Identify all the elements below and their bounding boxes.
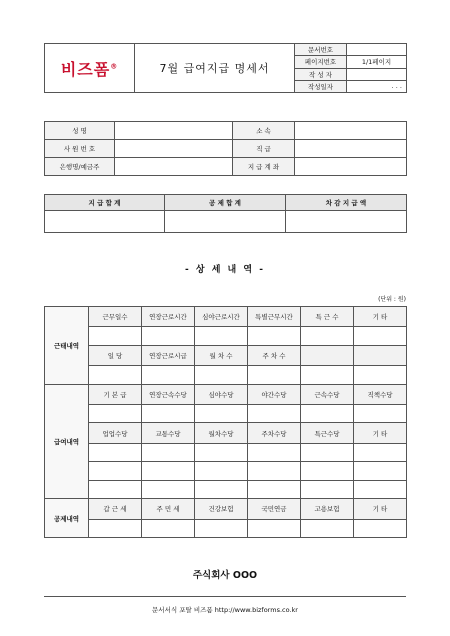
work-header: 월 차 수	[195, 345, 248, 365]
account-field[interactable]	[295, 158, 407, 176]
pay-header: 심야수당	[195, 384, 248, 404]
deduct-cell[interactable]	[354, 519, 407, 537]
department-field[interactable]	[295, 122, 407, 140]
work-cell[interactable]	[301, 327, 354, 345]
pay-cell[interactable]	[301, 443, 354, 461]
pay-cell[interactable]	[195, 480, 248, 498]
work-header	[354, 345, 407, 365]
work-cell[interactable]	[301, 366, 354, 384]
pay-header: 월차수당	[195, 423, 248, 443]
deduct-total-label: 공 제 합 계	[165, 195, 286, 211]
deduct-total-field[interactable]	[165, 211, 286, 233]
pay-header: 기 본 급	[89, 384, 142, 404]
document-title: 7월 급여지급 명세서	[135, 44, 295, 93]
work-cell[interactable]	[248, 366, 301, 384]
department-label: 소 속	[233, 122, 295, 140]
pay-header: 특근수당	[301, 423, 354, 443]
work-header: 주 차 수	[248, 345, 301, 365]
pay-cell[interactable]	[142, 443, 195, 461]
work-header: 연장근로시급	[142, 345, 195, 365]
pay-header: 근속수당	[301, 384, 354, 404]
pay-cell[interactable]	[354, 405, 407, 423]
pay-total-label: 지 급 합 계	[45, 195, 165, 211]
net-pay-label: 차 감 지 급 액	[286, 195, 407, 211]
deduct-header: 주 민 세	[142, 499, 195, 519]
pay-cell[interactable]	[195, 405, 248, 423]
author-label: 작 성 자	[295, 68, 347, 80]
deduct-header: 건강보험	[195, 499, 248, 519]
detail-table	[44, 306, 407, 538]
work-cell[interactable]	[354, 327, 407, 345]
pay-cell[interactable]	[89, 405, 142, 423]
net-pay-field[interactable]	[286, 211, 407, 233]
bank-field[interactable]	[115, 158, 233, 176]
work-header: 일 당	[89, 345, 142, 365]
name-field[interactable]	[115, 122, 233, 140]
pay-header: 주차수당	[248, 423, 301, 443]
company-name: 주식회사 OOO	[192, 570, 258, 581]
deduct-cell[interactable]	[301, 519, 354, 537]
work-header: 특별근무시간	[248, 307, 301, 327]
deduct-group-label: 공제내역	[45, 499, 89, 538]
employee-number-field[interactable]	[115, 140, 233, 158]
pay-cell[interactable]	[142, 405, 195, 423]
work-cell[interactable]	[354, 366, 407, 384]
doc-number-value	[347, 44, 407, 56]
deduct-header: 국민연금	[248, 499, 301, 519]
author-value	[347, 68, 407, 80]
deduct-cell[interactable]	[195, 519, 248, 537]
page-number-label: 페이지번호	[295, 56, 347, 68]
deduct-header: 갑 근 세	[89, 499, 142, 519]
position-label: 직 급	[233, 140, 295, 158]
work-header: 연장근로시간	[142, 307, 195, 327]
work-cell[interactable]	[89, 327, 142, 345]
deduct-header: 고용보험	[301, 499, 354, 519]
page-number-value: 1/1페이지	[347, 56, 407, 68]
deduct-cell[interactable]	[248, 519, 301, 537]
work-cell[interactable]	[195, 366, 248, 384]
pay-cell[interactable]	[142, 462, 195, 480]
work-header: 기 타	[354, 307, 407, 327]
name-label: 성 명	[45, 122, 115, 140]
work-cell[interactable]	[195, 327, 248, 345]
employee-number-label: 사 원 번 호	[45, 140, 115, 158]
work-cell[interactable]	[89, 366, 142, 384]
position-field[interactable]	[295, 140, 407, 158]
pay-cell[interactable]	[195, 443, 248, 461]
pay-header: 직책수당	[354, 384, 407, 404]
work-cell[interactable]	[142, 366, 195, 384]
pay-cell[interactable]	[301, 462, 354, 480]
pay-header: 연장근속수당	[142, 384, 195, 404]
bizforms-logo: 비즈폼®	[45, 44, 135, 93]
pay-cell[interactable]	[142, 480, 195, 498]
pay-cell[interactable]	[301, 480, 354, 498]
pay-header: 업업수당	[89, 423, 142, 443]
footer-divider	[44, 596, 406, 597]
pay-cell[interactable]	[195, 462, 248, 480]
pay-cell[interactable]	[248, 443, 301, 461]
work-header: 근무일수	[89, 307, 142, 327]
work-header: 심야근로시간	[195, 307, 248, 327]
totals-table	[44, 194, 407, 233]
pay-cell[interactable]	[89, 480, 142, 498]
work-header: 특 근 수	[301, 307, 354, 327]
pay-cell[interactable]	[89, 443, 142, 461]
doc-number-label: 문서번호	[295, 44, 347, 56]
pay-group-label: 급여내역	[45, 384, 89, 498]
employee-info-table	[44, 121, 407, 176]
pay-cell[interactable]	[248, 480, 301, 498]
pay-total-field[interactable]	[45, 211, 165, 233]
pay-header: 교통수당	[142, 423, 195, 443]
work-cell[interactable]	[142, 327, 195, 345]
account-label: 지 급 계 좌	[233, 158, 295, 176]
pay-header: 야간수당	[248, 384, 301, 404]
work-header	[301, 345, 354, 365]
date-value: . . .	[347, 80, 407, 92]
deduct-header: 기 타	[354, 499, 407, 519]
pay-cell[interactable]	[248, 462, 301, 480]
work-cell[interactable]	[248, 327, 301, 345]
pay-header: 기 타	[354, 423, 407, 443]
pay-cell[interactable]	[354, 443, 407, 461]
footer-text: 문서서식 포탈 비즈폼 http://www.bizforms.co.kr	[152, 606, 298, 614]
unit-note: (단위 : 원)	[378, 296, 406, 303]
document-header	[44, 43, 407, 93]
section-title: - 상 세 내 역 -	[185, 265, 265, 275]
deduct-cell[interactable]	[142, 519, 195, 537]
date-label: 작성일자	[295, 80, 347, 92]
bank-label: 은행명/예금주	[45, 158, 115, 176]
pay-cell[interactable]	[354, 462, 407, 480]
pay-cell[interactable]	[354, 480, 407, 498]
pay-cell[interactable]	[301, 405, 354, 423]
pay-cell[interactable]	[89, 462, 142, 480]
deduct-cell[interactable]	[89, 519, 142, 537]
work-group-label: 근태내역	[45, 307, 89, 385]
pay-cell[interactable]	[248, 405, 301, 423]
